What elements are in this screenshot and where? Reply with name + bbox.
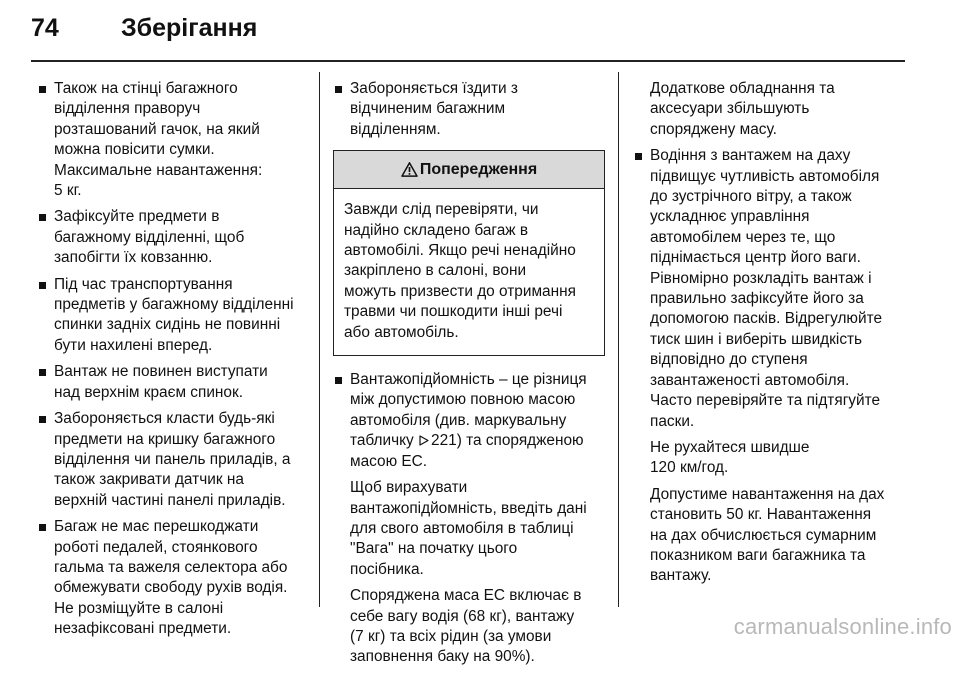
- page-reference-number[interactable]: 221: [431, 432, 457, 450]
- list-item-load-capacity: [333, 370, 605, 472]
- paragraph: Не рухайтеся швидше 120 км/год.: [650, 438, 810, 477]
- list-item: Багаж не має перешкоджати роботі педалей, стоянкового гальма та важеля селектора або обмежувати свободу рухів водія. Не розміщуйте в салоні незафіксовані предмети.: [37, 517, 312, 639]
- column-3: [633, 79, 905, 593]
- column-divider-2: [618, 72, 619, 607]
- warning-body: Завжди слід перевіряти, чи надійно складено багаж в автомобілі. Якщо речі ненадійно закріплено в салоні, вони можуть призвести до отримання травми чи пошкодити інші речі або автомобіль.: [344, 201, 576, 341]
- warning-box: [333, 150, 605, 356]
- list-item: Під час транспортування предметів у багажному відділенні спинки задніх сидінь не повинні бути нахилені вперед.: [37, 275, 312, 357]
- paragraph: Додаткове обладнання та аксесуари збільшують споряджену масу.: [650, 80, 835, 138]
- list-item: Також на стінці багажного відділення праворуч розташований гачок, на який можна повісити сумки. Максимальне навантаження: 5 кг.: [37, 79, 312, 201]
- load-text-before: Вантажопідйомність – це різниця між допустимою повною масою автомобіля (див. маркувальну табличку: [350, 371, 587, 450]
- watermark: carmanualsonline.info: [733, 614, 952, 639]
- paragraph: Щоб вирахувати вантажопідйомність, введіть дані для свого автомобіля в таблиці "Вага" на початку цього посібника.: [350, 479, 587, 578]
- load-text-after: ) та спорядженою масою ЕС.: [350, 432, 584, 470]
- paragraph: Споряджена маса ЕС включає в себе вагу водія (68 кг), вантажу (7 кг) та всіх рідин (за умови заповнення баку на 90%).: [350, 587, 582, 666]
- column-divider-1: [319, 72, 320, 607]
- list-item: Зафіксуйте предмети в багажному відділенні, щоб запобігти їх ковзанню.: [37, 207, 312, 268]
- list-item: Забороняється їздити з відчиненим багажним відділенням.: [333, 79, 605, 140]
- warning-title: Попередження: [419, 160, 538, 178]
- list-item: Забороняється класти будь-які предмети на кришку багажного відділення чи панель приладів, а також закривати датчик на верхній частині панелі приладів.: [37, 409, 312, 511]
- header-divider: [31, 60, 905, 62]
- page-header: [31, 14, 257, 54]
- section-title: Зберігання: [121, 14, 258, 42]
- warning-triangle-icon: [401, 162, 418, 177]
- column-1: [37, 79, 312, 646]
- paragraph: Допустиме навантаження на дах становить 50 кг. Навантаження на дах обчислюється сумарним показником ваги багажника та вантажу.: [650, 485, 885, 585]
- list-item: Водіння з вантажем на даху підвищує чутливість автомобіля до зустрічного вітру, а також ускладнює управління автомобілем через те, що піднімається центр його ваги. Рівномірно розкладіть вантаж і правильно зафіксуйте його за допомогою пасків. Відрегулюйте тиск шин і виберіть швидкість відповідно до ступеня завантаженості автомобіля. Часто перевіряйте та підтягуйте паски.: [633, 146, 905, 432]
- column-2: [333, 79, 605, 674]
- page-number: 74: [31, 14, 59, 42]
- warning-header: [334, 151, 604, 189]
- page-reference-icon: [419, 435, 429, 446]
- list-item: Вантаж не повинен виступати над верхнім краєм спинок.: [37, 362, 312, 403]
